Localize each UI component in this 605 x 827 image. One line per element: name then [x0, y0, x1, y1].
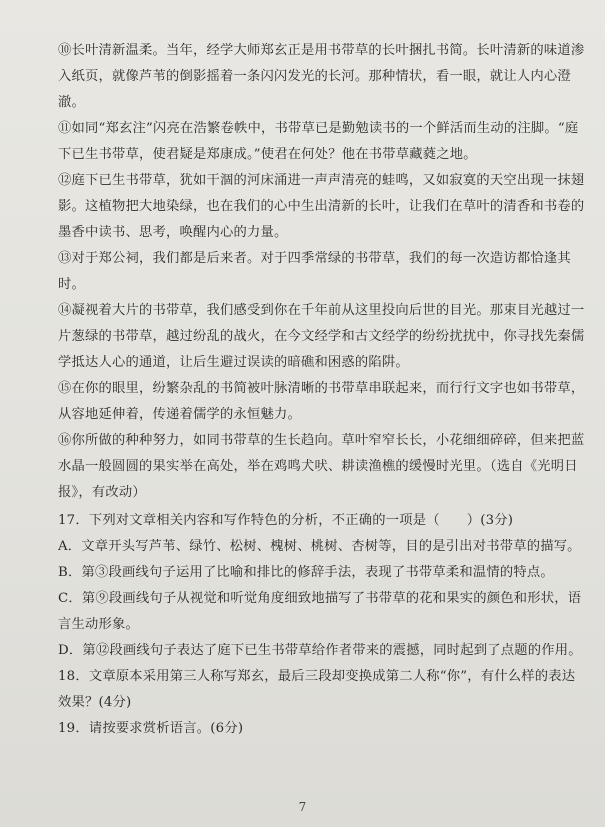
question-17: 17．下列对文章相关内容和写作特色的分析，不正确的一项是（ ）(3分): [58, 513, 514, 528]
option-a: A．文章开头写芦苇、绿竹、松树、槐树、桃树、杏树等，目的是引出对书带草的描写。: [58, 539, 581, 554]
paragraph-12: ⑫庭下已生书带草，犹如干涸的河床涌进一声声清亮的蛙鸣，又如寂寞的天空出现一抹翅影。这植物把大地染绿，也在我们的心中生出清新的长叶，让我们在草叶的清香和书卷的墨香中读书、思考，唤醒内心的力量。: [58, 173, 585, 240]
paragraph-10: ⑩长叶清新温柔。当年，经学大师郑玄正是用书带草的长叶捆扎书简。长叶清新的味道渗入纸页，就像芦苇的倒影摇着一条闪闪发光的长河。那种情状，看一眼，就让人内心澄澈。: [58, 43, 585, 110]
paragraph-11: ⑪如同“郑玄注”闪亮在浩繁卷帙中，书带草已是勤勉读书的一个鲜活而生动的注脚。“庭下已生书带草，使君疑是郑康成。”使君在何处？他在书带草藏蕤之地。: [58, 121, 579, 162]
paragraph-14: ⑭凝视着大片的书带草，我们感受到你在千年前从这里投向后世的目光。那束目光越过一片葱绿的书带草，越过纷乱的战火，在今文经学和古文经学的纷纷扰扰中，你寻找先秦儒学抵达人心的通道，让后生避过误读的暗礁和困惑的陷阱。: [58, 303, 585, 370]
option-b: B．第③段画线句子运用了比喻和排比的修辞手法，表现了书带草柔和温情的特点。: [58, 565, 554, 580]
option-c: C．第⑨段画线句子从视觉和听觉角度细致地描写了书带草的花和果实的颜色和形状，语言生动形象。: [58, 591, 582, 632]
paragraph-13: ⑬对于郑公祠，我们都是后来者。对于四季常绿的书带草，我们的每一次造访都恰逢其时。: [58, 251, 571, 292]
option-d: D．第⑫段画线句子表达了庭下已生书带草给作者带来的震撼，同时起到了点题的作用。: [58, 643, 582, 658]
paragraph-16: ⑯你所做的种种努力，如同书带草的生长趋向。草叶窄窄长长，小花细细碎碎，但来把蓝水晶一般圆圆的果实举在高处，举在鸡鸣犬吠、耕读渔樵的缓慢时光里。（选自《光明日报》，有改动）: [58, 433, 585, 500]
question-18: 18．文章原本采用第三人称写郑玄，最后三段却变换成第二人称“你”，有什么样的表达效果？(4分): [58, 669, 576, 710]
page-number: 7: [298, 800, 307, 814]
paragraph-15: ⑮在你的眼里，纷繁杂乱的书简被叶脉清晰的书带草串联起来，而行行文字也如书带草，从容地延伸着，传递着儒学的永恒魅力。: [58, 381, 585, 422]
page-content: [58, 38, 588, 742]
question-19: 19．请按要求赏析语言。(6分): [58, 721, 244, 736]
